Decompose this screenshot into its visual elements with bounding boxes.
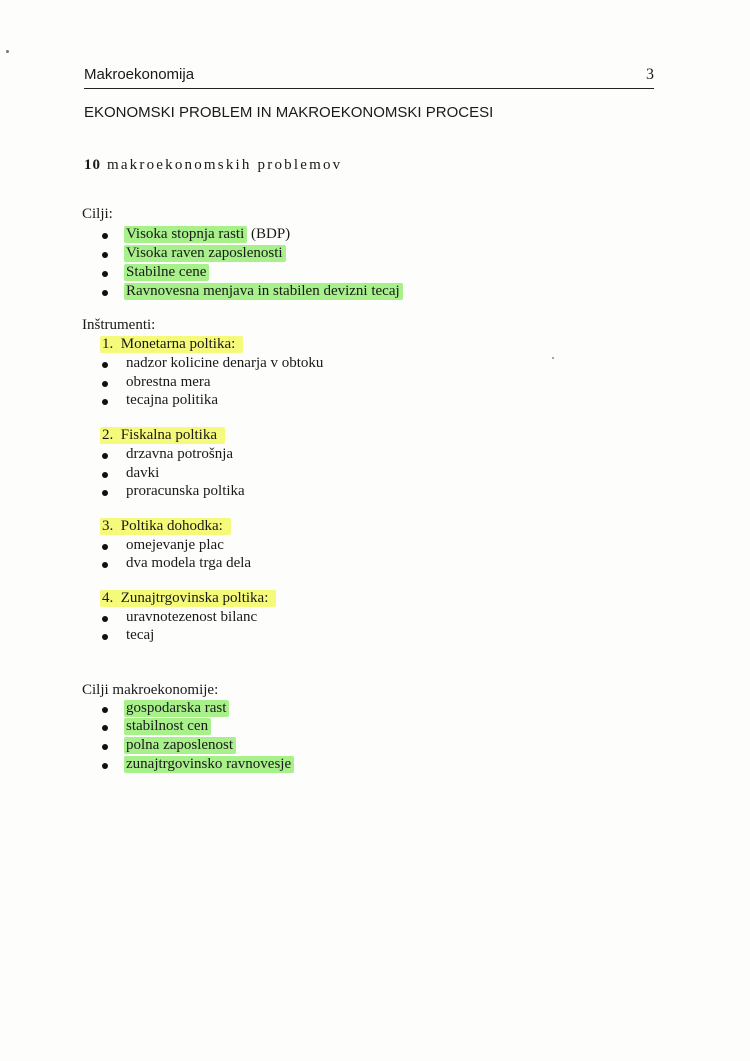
bullet-icon xyxy=(102,399,108,405)
list-item-text: dva modela trga dela xyxy=(126,555,252,571)
bullet-icon xyxy=(102,472,108,478)
list-item-content xyxy=(126,226,290,243)
list-item-text: omejevanje plac xyxy=(126,537,224,553)
bullet-icon xyxy=(102,490,108,496)
item-suffix: (BDP) xyxy=(247,226,291,242)
highlighted-text: Ravnovesna menjava in stabilen devizni tecaj xyxy=(124,283,403,300)
list-item-content xyxy=(126,718,211,735)
numbered-heading xyxy=(103,518,231,535)
list-item-text: tecajna politika xyxy=(126,392,219,408)
list-item-text: davki xyxy=(126,465,160,481)
bullet-icon xyxy=(102,707,108,713)
highlighted-text: Stabilne cene xyxy=(124,264,209,281)
list-item-text: nadzor kolicine denarja v obtoku xyxy=(126,355,324,371)
bullet-icon xyxy=(102,634,108,640)
list-item-text: tecaj xyxy=(126,627,155,643)
cilji-makro-label: Cilji makroekonomije: xyxy=(82,682,219,698)
highlighted-heading: 4. Zunajtrgovinska poltika: xyxy=(100,590,276,607)
numbered-heading xyxy=(103,590,276,607)
bullet-icon xyxy=(102,616,108,622)
header-rule xyxy=(84,88,654,89)
list-item-text: obrestna mera xyxy=(126,374,211,390)
bullet-icon xyxy=(102,290,108,296)
scan-speck xyxy=(6,50,9,53)
list-item-text: drzavna potrošnja xyxy=(126,446,234,462)
scan-speck xyxy=(552,357,554,359)
highlighted-text: Visoka raven zaposlenosti xyxy=(124,245,286,262)
list-item-content xyxy=(126,245,286,262)
list-item-content xyxy=(126,283,403,300)
highlighted-text: gospodarska rast xyxy=(124,700,229,717)
bullet-icon xyxy=(102,233,108,239)
subtitle-number: 10 xyxy=(84,157,101,173)
list-item-content xyxy=(126,737,236,754)
header-title: Makroekonomija xyxy=(84,66,195,83)
bullet-icon xyxy=(102,763,108,769)
list-item-content xyxy=(126,756,294,773)
section-subtitle xyxy=(84,157,342,174)
subtitle-text: makroekonomskih problemov xyxy=(106,157,343,173)
numbered-heading xyxy=(103,427,225,444)
highlighted-heading: 2. Fiskalna poltika xyxy=(100,427,225,444)
list-item-content xyxy=(126,264,209,281)
highlighted-text: zunajtrgovinsko ravnovesje xyxy=(124,756,294,773)
highlighted-text: Visoka stopnja rasti xyxy=(124,226,247,243)
highlighted-text: stabilnost cen xyxy=(124,718,211,735)
bullet-icon xyxy=(102,544,108,550)
bullet-icon xyxy=(102,271,108,277)
bullet-icon xyxy=(102,362,108,368)
cilji-label: Cilji: xyxy=(82,206,113,222)
bullet-icon xyxy=(102,252,108,258)
bullet-icon xyxy=(102,725,108,731)
numbered-heading xyxy=(103,336,243,353)
page-header xyxy=(84,66,654,88)
bullet-icon xyxy=(102,744,108,750)
list-item-text: uravnotezenost bilanc xyxy=(126,609,258,625)
highlighted-heading: 3. Poltika dohodka: xyxy=(100,518,231,535)
bullet-icon xyxy=(102,381,108,387)
page-title: EKONOMSKI PROBLEM IN MAKROEKONOMSKI PROCESI xyxy=(84,104,494,121)
bullet-icon xyxy=(102,453,108,459)
highlighted-heading: 1. Monetarna poltika: xyxy=(100,336,243,353)
list-item-text: proracunska poltika xyxy=(126,483,245,499)
bullet-icon xyxy=(102,562,108,568)
list-item-content xyxy=(126,700,229,717)
highlighted-text: polna zaposlenost xyxy=(124,737,236,754)
instrumenti-label: Inštrumenti: xyxy=(82,317,156,333)
page-number: 3 xyxy=(646,66,654,83)
